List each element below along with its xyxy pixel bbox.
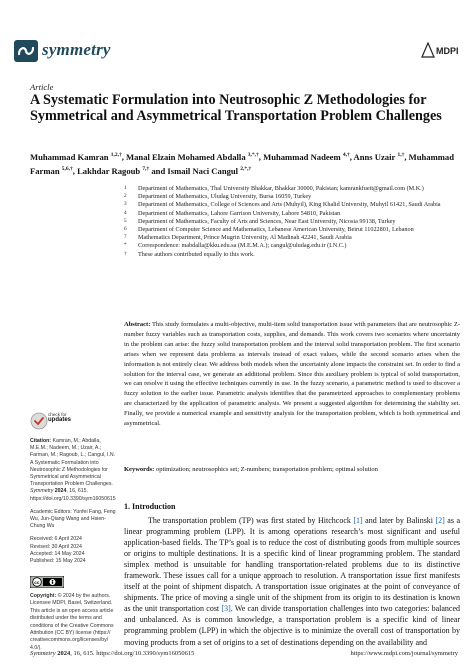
author-affil-sup: 5,6,† [61,165,73,172]
affiliation-mark: 7 [124,234,127,241]
keywords-text: optimization; neutrosophics set; Z-numbers; transportation problem; optimal solution [155,466,378,473]
affiliation-item [124,201,464,209]
article-title: A Systematic Formulation into Neutrosophic Z Methodologies for Symmetrical and Asymmetrical Transportation Problem Challenges [30,92,442,125]
affiliation-text: Department of Mathematics, Uludag University, Bursa 16059, Turkey [138,193,312,201]
affiliation-mark: 2 [124,193,127,200]
equal-contribution-note: These authors contributed equally to this work. [138,250,255,258]
footer-journal: Symmetry [30,650,56,657]
affiliations [124,185,464,259]
affiliation-text: Department of Mathematics, Lahore Garrison University, Lahore 54810, Pakistan [138,209,341,217]
author-name[interactable]: Anns Uzair [353,151,396,162]
footer-citation [30,650,194,657]
keywords-label: Keywords: [124,466,155,473]
reference-link[interactable]: [2] [435,516,445,525]
footer-doi[interactable]: , 16, 615. https://doi.org/10.3390/sym16050615 [70,650,195,657]
revised-date: Revised: 30 April 2024 [30,543,82,550]
affiliation-mark: † [124,250,127,257]
intro-text: The transportation problem (TP) was first stated by Hitchcock [148,516,354,525]
section-heading: 1. Introduction [124,502,176,511]
citation-journal: Symmetry [30,488,54,495]
affiliation-item [124,185,464,193]
updates-title: check for [48,412,67,417]
affiliation-mark: 3 [124,201,127,208]
citation-year: 2024 [53,488,67,495]
affiliation-item [124,251,464,259]
citation-label: Citation: [30,438,52,444]
affiliation-text: Department of Computer Science and Mathematics, Lebanese American University, Beirut 11022801, Lebanon [138,226,414,234]
keywords [124,465,460,474]
updates-subtitle: updates [48,416,72,423]
citation-text: Kamran, M.; Abdalla, M.E.M.; Nadeem, M.; Uzair, A.; Farman, M.; Ragoub, L.; Cangul, I.N. A Systematic Formulation into Neutrosophic Z Methodologies for Symmetrical and Asymmetrical Transportation Problem Challenges. [30,438,116,488]
author-affil-sup: 1,2,† [110,152,122,158]
accepted-date: Accepted: 14 May 2024 [30,550,85,557]
footer-journal-url[interactable]: https://www.mdpi.com/journal/symmetry [350,650,458,657]
affiliation-text: Department of Mathematics, Thal University Bhakkar, Bhakkar 30000, Pakistan; kamrankfueit@gmail.com (M.K.) [138,185,424,192]
author-affil-sup: 7,† [142,165,150,172]
author-name[interactable]: Muhammad Nadeem [263,151,341,162]
intro-text: as a linear programming problem (LPP). It is among operations research’s most significant and useful application-based fields. The TP’s goal is to reduce the cost of distributing goods from multiple sources or origins to multiple destinations. It is a specific kind of linear programming problem. The standard simplex method is unsuitable for handling transportation-related problems due to its distinctive framework. These issues call for a unique approach to resolution. A transportation issue first manifests itself at the point of shipment dispatch. A transportation issue originates at the point of conveyance of shipments. The price of moving a single unit of the shipment from its origin to its destination is known as the unit transportation cost [124,516,460,614]
article-type: Article [30,82,54,92]
author-affil-sup: 1,† [397,152,405,158]
affiliation-text: Mathematics Department, Prince Mugrin University, Al Madinah 42241, Saudi Arabia [138,234,352,242]
affiliation-mark: * [124,242,127,249]
author-name[interactable]: Ismail Naci Cangul [167,165,239,176]
abstract-label: Abstract: [124,321,151,328]
citation-doi[interactable]: , 16, 615. https://doi.org/10.3390/sym16050615 [30,488,116,502]
affiliation-text: Department of Mathematics, Faculty of Arts and Sciences, Near East University, Nicosia 99138, Turkey [138,217,396,225]
abstract [124,320,460,429]
citation [30,438,118,503]
author-name[interactable]: Muhammad Kamran [30,151,109,162]
affiliation-item [124,226,464,234]
copyright-text: © 2024 by the authors. Licensee MDPI, Basel, Switzerland. This article is an open access article distributed under the terms and conditions of the Creative Commons Attribution (CC BY) license (https:// creativecommons.org/licenses/by/ 4.0/). [30,593,114,651]
footer-year: 2024 [57,650,71,657]
creative-commons-icon[interactable] [30,576,64,588]
affiliation-item [124,210,464,218]
editors-label: Academic Editors: [30,508,72,515]
mdpi-logo-icon [420,41,458,59]
published-date: Published: 15 May 2024 [30,558,86,565]
author-name[interactable]: Lakhdar Ragoub [77,165,141,176]
editors-text: Yunfei Fang, Feng Wu, Jun-Qiang Wang and Hsien-Chung Wu [30,508,116,530]
journal-name: symmetry [42,40,111,59]
reference-link[interactable]: [1] [353,516,363,525]
affiliation-item [124,242,464,250]
reference-link[interactable]: [3] [221,604,231,614]
intro-text: and later by Balinski [362,516,436,525]
affiliation-mark: 4 [124,209,127,216]
affiliation-mark: 6 [124,226,127,233]
copyright-notice [30,593,118,652]
article-info-sidebar [30,438,118,571]
mdpi-logo-text: MDPI [436,46,458,56]
author-affil-sup: 4,† [342,152,350,158]
abstract-text: This study formulates a multi-objective, multi-item solid transportation issue with parameters that are neutrosophic Z-number fuzzy variables such as transportation costs, supplies, and demands. This work covers two scenarios where uncertainty in the problem can arise: the fuzzy solid transportation problem and the interval solid transportation problem. The first scenario arises when we represent data problems as intervals instead of exact values, while the second scenario arises when the information is not entirely clear. We address both models when the uncertainty alone impacts the constraint set. In order to find a solution for the interval case, we generate an additional problem. Since this auxiliary problem is typical of solid transportation, we can resolve it using the effective techniques currently in use. In the fuzzy scenario, a parametric method is used to discover a fuzzy solution to the earlier issue. Parametric analysis identifies that the parametrized approaches to complementary problems are characterized by the application of parametric analysis. We present a suggested algorithm for determining the stability set. Finally, we provide a numerical example and sensitivity analysis for the transportation problem, which is both symmetrical and asymmetrical. [124,321,460,428]
author-name[interactable]: Manal Elzain Mohamed Abdalla [126,151,246,162]
cc-icon-text: cc [34,580,40,585]
intro-text: . We can divide transportation challenges into two categories: balanced and unbalanced. As is common knowledge, a transportation problem is a specific kind of linear programming problem (LPP) in which the objective is to minimize the overall cost of transportation by moving products from a set of origins to a set of destinations depending on the availability and [124,604,461,647]
affiliation-item [124,234,464,242]
check-updates-label[interactable] [48,412,71,423]
copyright-label: Copyright: [30,593,57,599]
author-name[interactable]: Muhammad Farman [30,151,455,176]
journal-logo-icon [14,40,38,62]
author-affil-sup: 3,*,† [247,152,259,158]
introduction-paragraph [124,515,460,648]
affiliation-item [124,218,464,226]
article-dates [30,536,118,565]
affiliation-mark: 1 [124,185,127,191]
received-date: Received: 6 April 2024 [30,536,82,543]
affiliation-item [124,193,464,201]
affiliation-text: Department of Mathematics, College of Sciences and Arts (Muhyil), King Khalid University, Muhyil 61421, Saudi Arabia [138,201,441,209]
academic-editors [30,509,118,531]
author-list: Muhammad Kamran $^{1,2,\dagger}$, Manal Elzain Mohamed Abdalla $^{3,*,\dagger}$, Muhammad Nadeem $^{4,\dagger}$, Anns Uzair $^{1,\dagger}$, Muhammad Farman $^{5,6,\dagger}$, Lakhdar Ragoub $^{7,\dagger}$ and Ismail Naci Cangul $^{2,*,\dagger}$ [30,151,455,176]
affiliation-mark: 5 [124,217,127,224]
author-affil-sup: 2,*,† [240,165,252,172]
correspondence-text[interactable]: Correspondence: mabdalla@kku.edu.sa (M.E.M.A.); cangul@uludag.edu.tr (I.N.C.) [138,242,347,250]
